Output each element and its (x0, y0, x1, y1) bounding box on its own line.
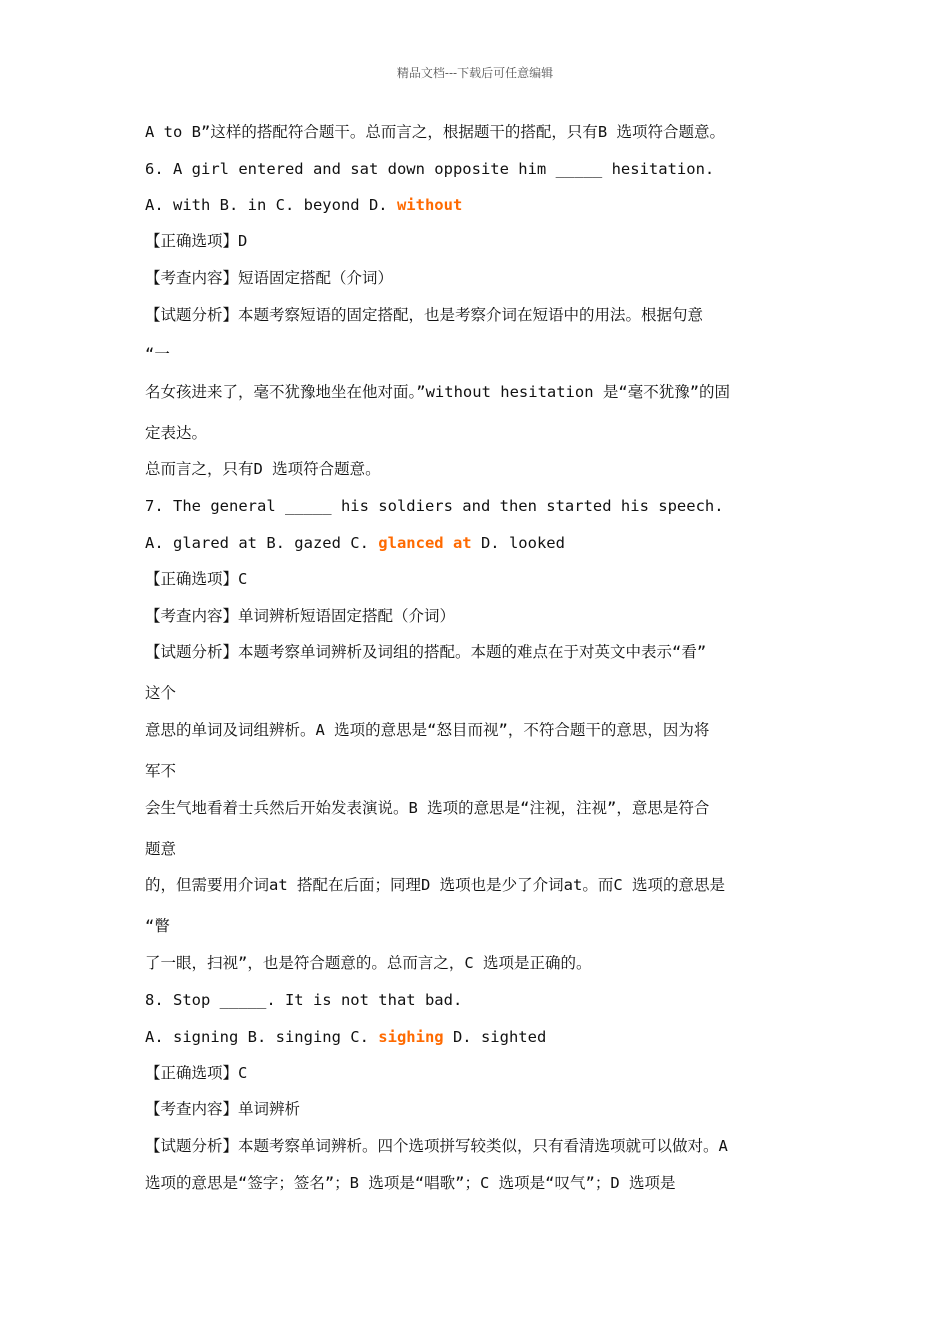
text-line: 【考查内容】短语固定搭配（介词） (145, 269, 394, 287)
highlighted-answer: glanced at (378, 534, 472, 552)
text-line: 【正确选项】C (145, 1064, 248, 1082)
option-text: A. with B. in C. beyond D. (145, 196, 397, 214)
text-line: 这个 (145, 684, 177, 702)
text-line: 7. The general _____ his soldiers and then started his speech. (145, 497, 724, 515)
highlighted-answer: sighing (378, 1028, 444, 1046)
text-line (145, 195, 462, 215)
text-line: “一 (145, 345, 170, 363)
text-line: 总而言之，只有D 选项符合题意。 (145, 460, 381, 478)
text-line: 8. Stop _____. It is not that bad. (145, 991, 463, 1009)
text-line: 【正确选项】D (145, 232, 248, 250)
text-line: 的，但需要用介词at 搭配在后面；同理D 选项也是少了介词at。而C 选项的意思是 (145, 876, 725, 894)
option-text: D. looked (471, 534, 565, 552)
text-line: A to B”这样的搭配符合题干。总而言之，根据题干的搭配，只有B 选项符合题意。 (145, 123, 725, 141)
text-line: 【考查内容】单词辨析 (145, 1100, 301, 1118)
text-line: 军不 (145, 762, 177, 780)
text-line: 【考查内容】单词辨析短语固定搭配（介词） (145, 607, 456, 625)
text-line: 题意 (145, 840, 177, 858)
highlighted-answer: without (396, 196, 463, 214)
text-line (145, 533, 565, 553)
text-line (145, 1027, 546, 1047)
text-line: “瞥 (145, 917, 170, 935)
text-line: 【试题分析】本题考察短语的固定搭配，也是考察介词在短语中的用法。根据句意 (145, 306, 704, 324)
text-line: 【正确选项】C (145, 570, 248, 588)
text-line: 意思的单词及词组辨析。A 选项的意思是“怒目而视”，不符合题干的意思，因为将 (145, 721, 710, 739)
page-header: 精品文档---下载后可任意编辑 (396, 66, 554, 80)
option-text: D. sighted (443, 1028, 547, 1046)
text-line: 【试题分析】本题考察单词辨析。四个选项拼写较类似，只有看清选项就可以做对。A (145, 1137, 728, 1155)
text-line: 【试题分析】本题考察单词辨析及词组的搭配。本题的难点在于对英文中表示“看” (145, 643, 707, 661)
text-line: 定表达。 (145, 424, 208, 442)
option-text: A. signing B. singing C. (145, 1028, 379, 1046)
text-line: 名女孩进来了，毫不犹豫地坐在他对面。”without hesitation 是“毫不犹豫”的固 (145, 383, 731, 401)
text-line: 了一眼，扫视”，也是符合题意的。总而言之，C 选项是正确的。 (145, 954, 592, 972)
text-line: 选项的意思是“签字；签名”；B 选项是“唱歌”；C 选项是“叹气”；D 选项是 (145, 1174, 676, 1192)
option-text: A. glared at B. gazed C. (145, 534, 379, 552)
text-line: 会生气地看着士兵然后开始发表演说。B 选项的意思是“注视，注视”，意思是符合 (145, 799, 710, 817)
text-line: 6. A girl entered and sat down opposite him _____ hesitation. (145, 160, 715, 178)
